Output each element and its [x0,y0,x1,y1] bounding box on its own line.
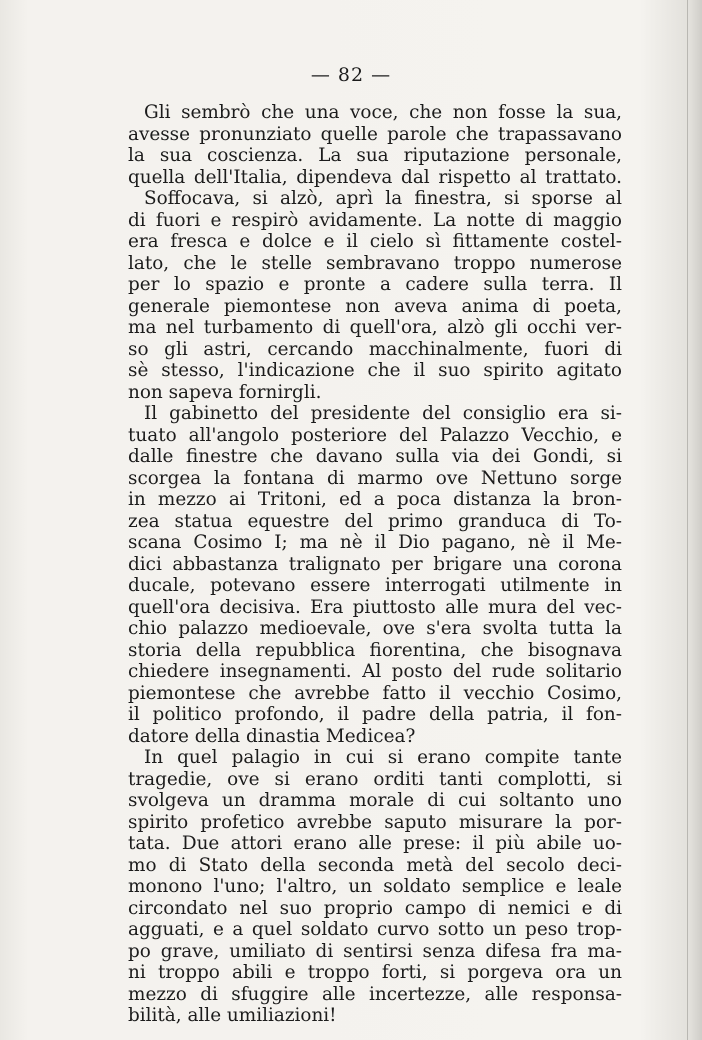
text-line: tragedie, ove si erano orditi tanti complotti, si [128,768,622,790]
text-line: sè stesso, l'indicazione che il suo spirito agitato [128,360,622,381]
page-number: — 82 — [310,64,392,86]
text-line: piemontese che avrebbe fatto il vecchio Cosimo, [128,682,622,704]
text-line: monono l'uno; l'altro, un soldato semplice e leale [128,876,622,897]
text-line: agguati, e a quel soldato curvo sotto un peso trop- [128,919,622,940]
text-line: datore della dinastia Medicea? [128,725,416,747]
text-line: avesse pronunziato quelle parole che trapassavano [128,123,622,145]
text-line: di fuori e respirò avidamente. La notte di maggio [128,209,622,231]
text-line: scorgea la fontana di marmo ove Nettuno sorge [128,467,622,489]
text-line: Il gabinetto del presidente del consiglio era si- [144,403,622,424]
text-line: ma nel turbamento di quell'ora, alzò gli occhi ver- [128,317,622,338]
text-line: svolgeva un dramma morale di cui soltanto uno [128,790,622,811]
text-line: bilità, alle umiliazioni! [128,1005,337,1026]
text-line: so gli astri, cercando macchinalmente, fuori di [128,338,622,360]
page-edge-shadow [687,0,688,1040]
text-line: tata. Due attori erano alle prese: il più abile uo- [128,833,622,854]
body-text [128,102,622,1027]
text-line: ducale, potevano essere interrogati utilmente in [128,575,622,596]
text-line: zea statua equestre del primo granduca di To- [128,510,622,532]
text-line: era fresca e dolce e il cielo sì fittamente costel- [128,231,622,252]
text-line: dici abbastanza tralignato per brigare una corona [128,553,622,575]
text-line: po grave, umiliato di sentirsi senza difesa fra ma- [128,940,622,962]
text-line: spirito profetico avrebbe saputo misurare la por- [128,811,622,833]
text-line: circondato nel suo proprio campo di nemici e di [128,897,622,919]
text-line: per lo spazio e pronte a cadere sulla terra. Il [128,274,622,295]
text-line: dalle finestre che davano sulla via dei Gondi, si [128,446,622,467]
text-line: in mezzo ai Tritoni, ed a poca distanza la bron- [128,489,622,510]
text-line: storia della repubblica fiorentina, che bisognava [128,639,622,661]
text-line: quella dell'Italia, dipendeva dal rispetto al trattato. [128,166,622,188]
text-line: quell'ora decisiva. Era piuttosto alle mura del vec- [128,596,622,618]
text-line: lato, che le stelle sembravano troppo numerose [128,252,622,274]
text-line: mezzo di sfuggire alle incertezze, alle responsa- [128,983,622,1005]
text-line: non sapeva fornirgli. [128,381,322,403]
text-line: chiedere insegnamenti. Al posto del rude solitario [128,661,622,682]
text-line: la sua coscienza. La sua riputazione personale, [128,145,622,166]
text-line: Gli sembrò che una voce, che non fosse la sua, [144,102,622,123]
text-line: tuato all'angolo posteriore del Palazzo Vecchio, e [128,424,622,446]
text-line: il politico profondo, il padre della patria, il fon- [128,704,622,725]
text-line: generale piemontese non aveva anima di poeta, [128,295,622,317]
text-line: ni troppo abili e troppo forti, si porgeva ora un [128,962,622,983]
text-line: scana Cosimo I; ma nè il Dio pagano, nè il Me- [128,532,622,553]
text-line: Soffocava, si alzò, aprì la finestra, si sporse al [144,188,622,209]
text-line: In quel palagio in cui si erano compite tante [144,747,622,768]
text-line: chio palazzo medioevale, ove s'era svolta tutta la [128,618,622,639]
text-line: mo di Stato della seconda metà del secolo deci- [128,854,622,876]
